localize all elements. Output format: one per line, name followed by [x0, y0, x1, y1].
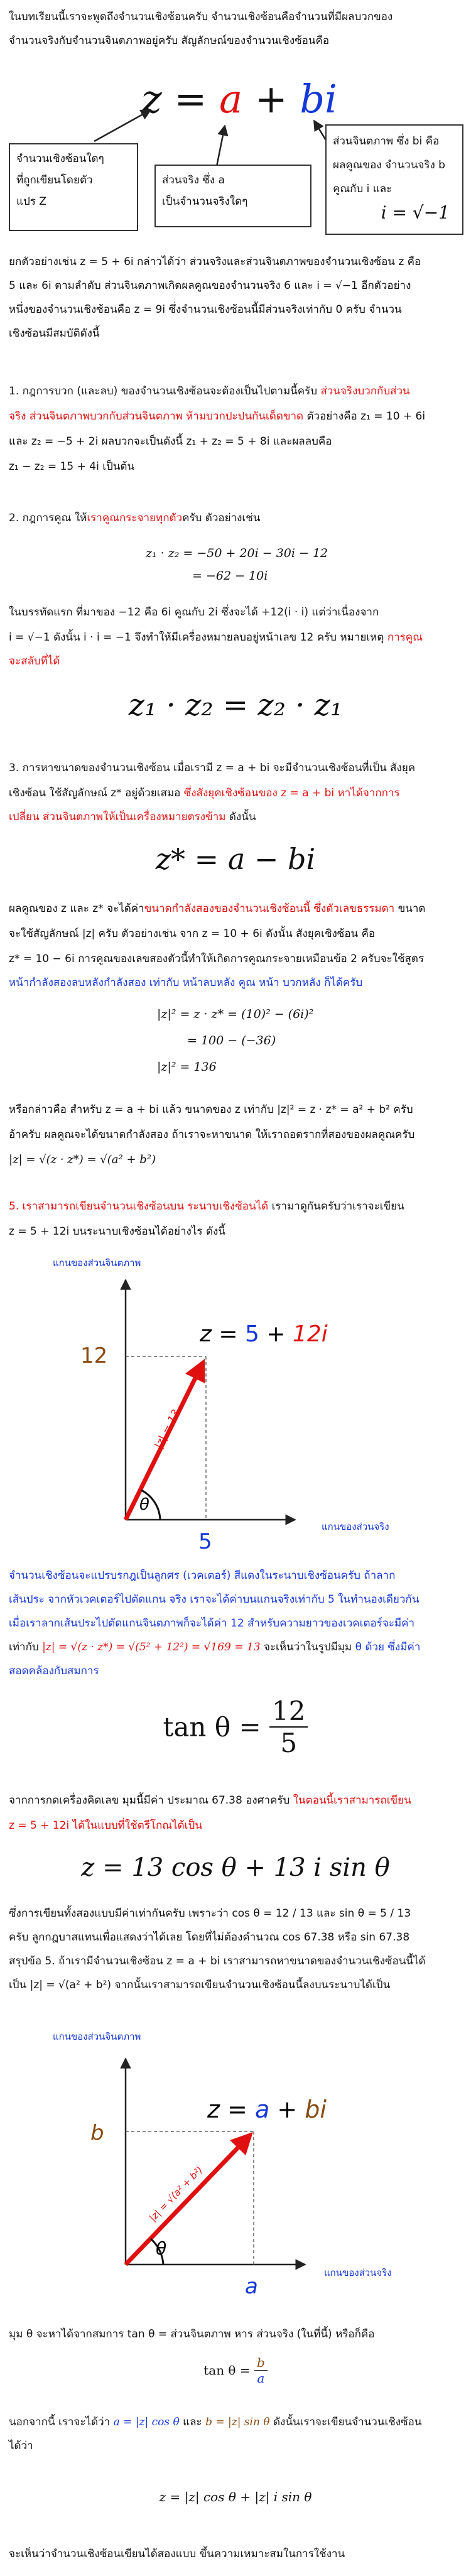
para7-line-2: z = 5 + 12i ได้ในแบบที่ใช้ตรีโกณได้เป็น [9, 1819, 202, 1832]
graph2-x-axis-label: แกนของส่วนจริง [324, 2267, 392, 2278]
tan2-numerator: b [254, 2355, 268, 2371]
box-right-line-3: คูณกับ i และ [333, 183, 392, 195]
prop3-line-9: อ้าครับ ผลคูณจะได้ขนาดกำลังสอง ถ้าเราจะหาขนาด ให้เราถอดรากที่สองของผลคูณครับ [9, 1128, 415, 1141]
para6-line-3: เมื่อเราลากเส้นประไปตัดแกนจินตภาพก็จะได้ค่า 12 สำหรับความยาวของเวคเตอร์จะมีค่า [9, 1617, 415, 1630]
para6-l4b: |z| = √(z · z*) = √(5² + 12²) = √169 = 13 [42, 1641, 261, 1653]
para7-line-3: ซึ่งการเขียนทั้งสองแบบมีค่าเท่ากันครับ เพราะว่า cos θ = 12 / 13 และ sin θ = 5 / 13 [9, 1907, 411, 1920]
prop3-math-1: |z|² = z · z* = (10)² − (6i)² [157, 1007, 314, 1021]
para7-l1b: ในตอนนี้เราสามารถเขียน [293, 1794, 411, 1807]
prop1-l1a: 1. กฎการบวก (และลบ) ของจำนวนเชิงซ้อนจะต้องเป็นไปตามนี้ครับ [9, 385, 321, 398]
tan2-lhs: tan θ = [203, 2362, 251, 2378]
para1-line-2: 5 และ 6i ตามลำดับ ส่วนจินตภาพเกิดผลคูณของจำนวนจริง 6 และ i = √−1 อีกตัวอย่าง [9, 279, 411, 292]
prop2-eq-2: = −62 − 10i [192, 569, 268, 583]
graph2-vector [126, 2135, 250, 2265]
prop1-line-4: z₁ − z₂ = 15 + 4i เป็นต้น [9, 460, 135, 473]
box-right-line-1: ส่วนจินตภาพ ซึ่ง bi คือ [333, 135, 440, 148]
graph2-x-tick: a [245, 2274, 258, 2299]
prop5-l1b: เรามาดูกันครับว่าเราจะเขียน [268, 1200, 404, 1213]
graph2-label-bi: bi [305, 2096, 327, 2123]
prop3-line-10: |z| = √(z · z*) = √(a² + b²) [9, 1153, 156, 1166]
para8-l2b: a = |z| cos θ [113, 2416, 180, 2428]
prop3-line-8: หรือกล่าวคือ สำหรับ z = a + bi แล้ว ขนาดของ z เท่ากับ |z|² = z · z* = a² + b² ครับ [9, 1103, 413, 1116]
prop3-l3a: เปลี่ยน ส่วนจินตภาพให้เป็นเครื่องหมายตรงข้าม [9, 811, 226, 823]
graph2-label-a: a [254, 2096, 270, 2123]
prop2-line-4: จะสลับที่ได้ [9, 655, 60, 668]
complex-plane-graph-1 [0, 1250, 471, 1551]
intro-line-2: จำนวนจริงกับจำนวนจินตภาพอยู่ครับ สัญลักษณ์ของจำนวนเชิงซ้อนคือ [9, 35, 330, 47]
tan1-fraction [269, 1696, 308, 1758]
para6-line-2: เส้นประ จากหัวเวคเตอร์ไปตัดแกน จริง เราจะได้ค่าบนแกนจริงเท่ากับ 5 ในทำนองเดียวกัน [9, 1593, 420, 1606]
prop3-l4c: ขนาด [394, 902, 426, 915]
box-right-line-2: ผลคูณของ จำนวนจริง b [333, 159, 445, 171]
para6-line-4 [9, 1637, 462, 1658]
hero-a: a [219, 76, 243, 122]
hero-bi: bi [300, 76, 337, 122]
box-left [9, 143, 138, 231]
graph2-point-label [207, 2096, 327, 2123]
graph1-theta: θ [139, 1495, 149, 1514]
prop3-l2b: ซึ่งสังยุคเชิงซ้อนของ z = a + bi หาได้จากการ [183, 787, 400, 799]
para6-l4a: เท่ากับ [9, 1641, 43, 1653]
prop2-l1b: เราคูณกระจายทุกตัว [87, 512, 183, 524]
prop3-line-5: จะใช้สัญลักษณ์ |z| ครับ ตัวอย่างเช่น จาก z = 10 + 6i ดังนั้น สังยุคเชิงซ้อน คือ [9, 928, 376, 940]
box-right-line-4: i = √−1 [381, 202, 450, 223]
prop3-line-4 [9, 898, 462, 919]
intro-line-1: ในบทเรียนนี้เราจะพูดถึงจำนวนเชิงซ้อนครับ จำนวนเชิงซ้อนคือจำนวนที่มีผลบวกของ [9, 11, 393, 23]
conjugate-equation: z* = a − bi [155, 842, 316, 876]
tan2-denominator: a [257, 2371, 265, 2386]
para8-line-2 [9, 2411, 462, 2433]
graph2-y-tick: b [90, 2121, 104, 2146]
tan-equation-2 [0, 2355, 471, 2386]
box-mid-line-2: เป็นจำนวนจริงใดๆ [162, 195, 248, 208]
para7-line-6: เป็น |z| = √(a² + b²) จากนั้นเราสามารถเขียนจำนวนเชิงซ้อนนี้ลงบนระนาบได้เป็น [9, 1979, 391, 1991]
polar-form-equation: z = |z| cos θ + |z| i sin θ [159, 2489, 312, 2504]
prop2-l1c: ครับ ตัวอย่างเช่น [182, 512, 261, 524]
arrow-mid [217, 126, 225, 166]
box-left-line-3: แปร Z [16, 195, 46, 208]
tan1-denominator: 5 [280, 1728, 298, 1758]
para6-l1b: ถ้าลาก [364, 1569, 396, 1582]
para8-line-3: ได้ว่า [9, 2440, 33, 2452]
prop1-line-1 [9, 381, 462, 402]
prop2-l1a: 2. กฎการคูณ ให้ [9, 512, 87, 524]
graph1-label-z: z = [200, 1321, 245, 1347]
para1-line-1: ยกตัวอย่างเช่น z = 5 + 6i กล่าวได้ว่า ส่วนจริงและส่วนจินตภาพของจำนวนเชิงซ้อน z คือ [9, 256, 421, 268]
arrow-left [94, 110, 151, 141]
prop2-line-3 [9, 627, 462, 648]
box-right [325, 124, 463, 235]
graph2-y-axis-label: แกนของส่วนจินตภาพ [53, 2031, 141, 2042]
complex-plane-graph-2 [0, 2023, 471, 2300]
graph1-label-plus: + [259, 1321, 293, 1347]
para6-l4c: จะเห็นว่าในรูปมีมุม [260, 1641, 355, 1653]
tan1-lhs: tan θ = [163, 1711, 261, 1743]
prop1-line-2 [9, 406, 462, 427]
hero-eq: = [174, 76, 207, 122]
box-mid [154, 165, 311, 227]
para6-l4d: θ ด้วย ซึ่งมีค่า [355, 1641, 421, 1653]
para1-line-3: หนึ่งของจำนวนเชิงซ้อนคือ z = 9i ซึ่งจำนวนเชิงซ้อนนี้มีส่วนจริงเท่ากับ 0 ครับ จำนวน [9, 303, 402, 316]
prop5-line-2: z = 5 + 12i บนระนาบเชิงซ้อนได้อย่างไร ดังนี้ [9, 1225, 225, 1238]
tan-equation-1 [0, 1696, 471, 1758]
prop2-l3b: การคูณ [387, 631, 423, 644]
para8-line-4: จะเห็นว่าจำนวนเชิงซ้อนเขียนได้สองแบบ ขึ้นความเหมาะสมในการใช้งาน [9, 2548, 345, 2560]
graph1-label-im: 12i [292, 1321, 328, 1347]
prop3-line-3 [9, 806, 462, 828]
prop3-math-3: |z|² = 136 [157, 1060, 217, 1074]
prop2-line-1 [9, 507, 462, 529]
prop3-line-2 [9, 782, 462, 804]
para8-l2d: b = |z| sin θ [205, 2416, 270, 2428]
graph1-modulus-label: |z| = 13 [152, 1407, 183, 1451]
para7-line-1 [9, 1790, 462, 1811]
prop5-l1a: 5. เราสามารถเขียนจำนวนเชิงซ้อนบน ระนาบเชิงซ้อนได้ [9, 1200, 269, 1213]
prop2-eq-1: z₁ · z₂ = −50 + 20i − 30i − 12 [146, 546, 328, 560]
prop2-l3a: i = √−1 ดังนั้น i · i = −1 จึงทำให้มีเครื่องหมายลบอยู่หน้าเลข 12 ครับ หมายเหตุ [9, 631, 387, 644]
prop3-l3b: ดังนั้น [225, 811, 256, 823]
prop3-l2a: เชิงซ้อน ใช้สัญลักษณ์ z* อยู่ด้วยเสมอ [9, 787, 184, 799]
graph1-x-axis-label: แกนของส่วนจริง [322, 1521, 389, 1532]
commutative-equation: z₁ · z₂ = z₂ · z₁ [128, 688, 343, 723]
prop3-line-7: หน้ากำลังสองลบหลังกำลังสอง เท่ากับ หน้าลบหลัง คูณ หน้า บวกหลัง ก็ได้ครับ [9, 977, 363, 989]
para8-l2e: ดังนั้นเราจะเขียนจำนวนเชิงซ้อน [269, 2416, 422, 2428]
box-left-line-2: ที่ถูกเขียนโดยตัว [16, 174, 93, 187]
para7-line-4: ครับ ลูกกฎบาสแทนเพื่อแสดงว่าได้เลย โดยที่ไม่ต้องคำนวณ cos 67.38 หรือ sin 67.38 [9, 1931, 410, 1944]
tan2-fraction [254, 2355, 268, 2386]
graph2-label-plus: + [269, 2096, 305, 2123]
arrow-right [314, 121, 327, 141]
box-mid-line-1: ส่วนจริง ซึ่ง a [162, 174, 225, 187]
para8-l2c: และ [179, 2416, 206, 2428]
hero-z: z [141, 76, 162, 122]
graph1-y-tick: 12 [80, 1343, 108, 1368]
para8-l2a: นอกจากนี้ เราจะได้ว่า [9, 2416, 114, 2428]
prop1-line-3: และ z₂ = −5 + 2i ผลบวกจะเป็นดังนี้ z₁ + z₂ = 5 + 8i และผลลบคือ [9, 435, 332, 448]
graph1-label-re: 5 [244, 1321, 259, 1347]
box-left-line-1: จำนวนเชิงซ้อนใดๆ [16, 153, 104, 165]
prop3-l4b: ขนาดกำลังสองของจำนวนเชิงซ้อนนี้ ซึ่งตัวเลขธรรมดา [144, 902, 395, 915]
graph2-label-z: z = [207, 2096, 255, 2123]
tan1-numerator: 12 [269, 1696, 308, 1728]
para7-l1a: จากการกดเครื่องคิดเลข มุมนี้มีค่า ประมาณ 67.38 องศาครับ [9, 1794, 293, 1807]
prop1-l2b: ตัวอย่างคือ z₁ = 10 + 6i [303, 410, 426, 423]
prop1-l1b: ส่วนจริงบวกกับส่วน [320, 385, 410, 398]
prop1-l2a: จริง ส่วนจินตภาพบวกกับส่วนจินตภาพ ห้ามบวกปะปนกันเด็ดขาด [9, 410, 304, 423]
para8-line-1: มุม θ จะหาได้จากสมการ tan θ = ส่วนจินตภาพ หาร ส่วนจริง (ในที่นี้) หรือก็คือ [9, 2328, 375, 2341]
graph1-point-label [199, 1321, 328, 1347]
para6-l1a: จำนวนเชิงซ้อนจะแปรบรกฎเป็นลูกศร (เวคเตอร์) สีแดงในระนาบเชิงซ้อนครับ [9, 1569, 364, 1582]
graph1-x-tick: 5 [198, 1529, 212, 1551]
trig-form-equation: z = 13 cos θ + 13 i sin θ [81, 1853, 390, 1882]
graph2-modulus-label: |z| = √(a² + b²) [146, 2164, 205, 2224]
para6-line-5: สอดคล้องกับสมการ [9, 1665, 99, 1677]
prop3-line-6: z* = 10 − 6i การคูณของเลขสองตัวนี้ทำให้เกิดการคูณกระจายเหมือนข้อ 2 ครับจะใช้สูตร [9, 953, 425, 965]
prop5-line-1 [9, 1196, 462, 1217]
prop3-line-1: 3. การหาขนาดของจำนวนเชิงซ้อน เมื่อเรามี z = a + bi จะมีจำนวนเชิงซ้อนที่เป็น สังยุค [9, 762, 416, 774]
graph2-theta: θ [156, 2238, 167, 2259]
prop2-line-2: ในบรรทัดแรก ที่มาของ −12 คือ 6i คูณกับ 2i ซึ่งจะได้ +12(i · i) แต่ว่าเนื่องจาก [9, 606, 379, 619]
prop3-math-2: = 100 − (−36) [187, 1034, 276, 1047]
para6-line-1 [9, 1565, 462, 1586]
hero-plus: + [254, 76, 288, 122]
para1-line-4: เชิงซ้อนมีสมบัติดังนี้ [9, 327, 100, 340]
para7-line-5: สรุปข้อ 5. ถ้าเรามีจำนวนเชิงซ้อน z = a + bi เราสามารถหาขนาดของจำนวนเชิงซ้อนนี้ได้ [9, 1955, 426, 1967]
prop3-l4a: ผลคูณของ z และ z* จะได้ค่า [9, 902, 144, 915]
graph1-y-axis-label: แกนของส่วนจินตภาพ [53, 1257, 141, 1269]
